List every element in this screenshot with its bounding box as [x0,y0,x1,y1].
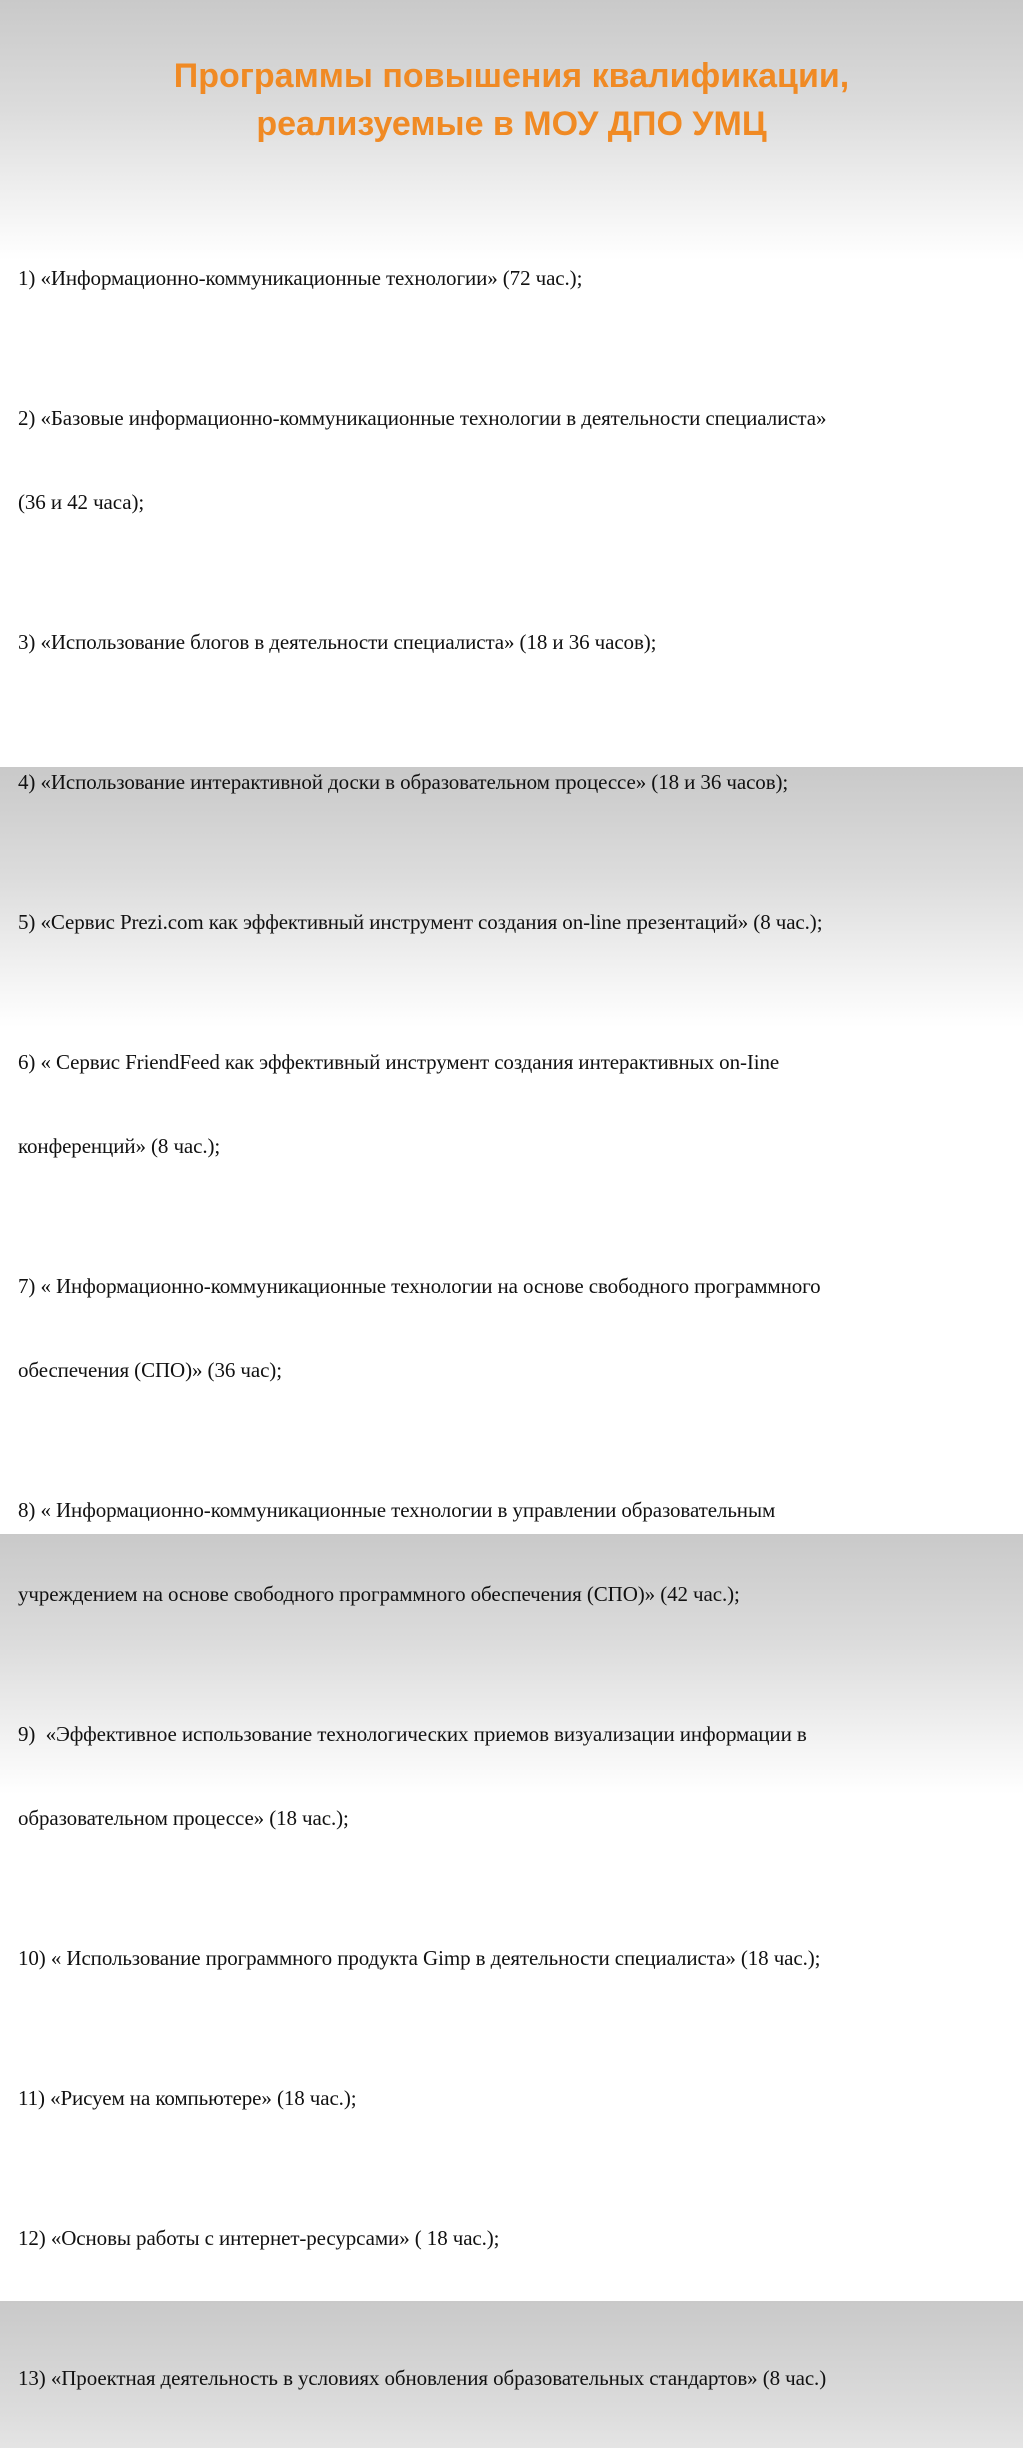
program-item-line: 13) «Проектная деятельность в условиях обновления образовательных стандартов» (8 час.) [18,2366,827,2390]
program-item-line: 9) «Эффективное использование технологических приемов визуализации информации в [18,1722,807,1746]
program-item-9 [18,1664,1021,1888]
program-item-7 [18,1216,1021,1440]
program-item-line: обеспечения (СПО)» (36 час); [18,1358,282,1382]
program-item-line: конференций» (8 час.); [18,1134,221,1158]
program-item-4 [18,712,1021,852]
program-item-5 [18,852,1021,992]
program-item-3 [18,572,1021,712]
program-item-line: 10) « Использование программного продукта Gimp в деятельности специалиста» (18 час.); [18,1946,821,1970]
program-item-line: 7) « Информационно-коммуникационные технологии на основе свободного программного [18,1274,821,1298]
program-item-line: (36 и 42 часа); [18,490,145,514]
program-item-11 [18,2028,1021,2168]
program-item-13 [18,2308,1021,2448]
slide-title-line-2: реализуемые в МОУ ДПО УМЦ [256,105,767,143]
program-item-line: 1) «Информационно-коммуникационные технологии» (72 час.); [18,266,583,290]
program-item-line: 6) « Сервис FriendFeed как эффективный инструмент создания интерактивных on-Iine [18,1050,780,1074]
program-item-2 [18,348,1021,572]
program-item-line: 12) «Основы работы с интернет-ресурсами» ( 18 час.); [18,2226,500,2250]
program-item-6 [18,992,1021,1216]
program-item-line: учреждением на основе свободного программного обеспечения (СПО)» (42 час.); [18,1582,740,1606]
program-item-line: 11) «Рисуем на компьютере» (18 час.); [18,2086,357,2110]
slide-title-line-1: Программы повышения квалификации, [173,57,850,95]
program-item-line: 8) « Информационно-коммуникационные технологии в управлении образовательным [18,1498,776,1522]
program-item-12 [18,2168,1021,2308]
program-item-line: 2) «Базовые информационно-коммуникационные технологии в деятельности специалиста» [18,406,827,430]
slide-title [0,52,1023,148]
program-item-1 [18,208,1021,348]
program-item-line: 5) «Сервис Prezi.com как эффективный инструмент создания on-line презентаций» (8 час.); [18,910,823,934]
program-item-8 [18,1440,1021,1664]
program-list [18,208,1021,2448]
program-item-line: образовательном процессе» (18 час.); [18,1806,349,1830]
program-item-line: 4) «Использование интерактивной доски в образовательном процессе» (18 и 36 часов); [18,770,789,794]
program-item-line: 3) «Использование блогов в деятельности специалиста» (18 и 36 часов); [18,630,657,654]
program-item-10 [18,1888,1021,2028]
